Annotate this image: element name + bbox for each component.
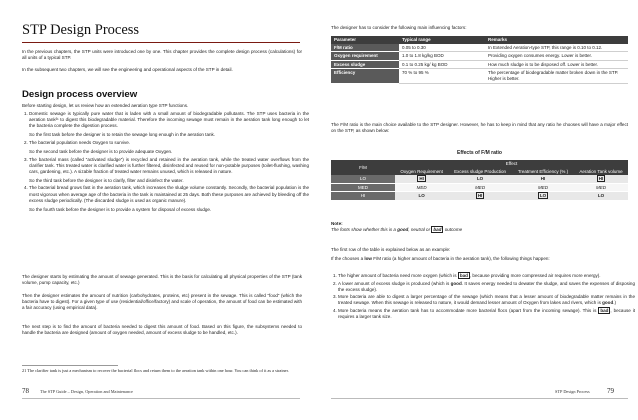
remarks: The percentage of biodegradable matter broken down in the STP. Higher is better. <box>485 69 628 83</box>
typical-range: 0.05 to 0.30 <box>399 44 485 52</box>
outcome-text: A lower amount of excess sludge is produced (which is <box>338 280 451 286</box>
fm-paragraph: The F/M ratio is the main choice available to the STP designer. However, he has to keep in mind that any ratio he chooses will have a major effect on the STP, as shown below: <box>331 122 628 134</box>
step-task: So the third task before the designer is to clarify, filter and disinfect the water. <box>29 177 184 183</box>
note-pre: The fonts show whether this is a <box>331 227 398 233</box>
effect-cell <box>512 175 574 183</box>
table-row <box>331 44 628 52</box>
effect-cell <box>574 183 628 192</box>
effect-value-bad: HI <box>419 176 424 182</box>
effect-cell <box>512 192 574 201</box>
column-header: Typical range <box>399 36 485 44</box>
explain-lead: The first row of the table is explained below as an example: <box>331 247 451 252</box>
effect-value-neutral: MED <box>595 184 606 190</box>
table-row <box>331 52 628 61</box>
outcome-text-end: . It saves energy needed to dewater the sludge, and saves the expenses of disposing the excess sludge). <box>338 280 635 292</box>
effect-cell <box>448 175 512 183</box>
fm-level: MED <box>331 183 395 192</box>
step-item <box>29 157 309 184</box>
body-paragraph-3: The next step is to find the amount of bacteria needed to digest this amount of food. Based on this figure, the subsystems needed to handle the bacteria are designed (amount of oxygen needed, amount of excess sludge to be handled, etc.). <box>22 324 302 336</box>
step-task: So the first task before the designer is to retain the sewage long enough in the aeration tank. <box>29 132 216 138</box>
parameter-name: Efficiency <box>331 69 399 83</box>
explain-intro <box>331 256 628 262</box>
column-header: Parameter <box>331 36 399 44</box>
parameters-table <box>331 36 628 84</box>
footnote-rule <box>22 365 118 366</box>
row-header-label: F/M <box>331 160 395 175</box>
table-header-row <box>331 36 628 44</box>
column-header: Oxygen Requirement <box>395 168 448 176</box>
effect-cell <box>448 183 512 192</box>
explain-intro-low: low <box>364 256 372 261</box>
outcomes-list <box>331 273 635 322</box>
effect-value-good: HI <box>540 176 546 182</box>
outcome-text-end: .) <box>613 300 617 306</box>
effect-value-good: LO <box>597 193 605 199</box>
outcome-verdict-good: good <box>450 280 462 286</box>
column-header: Excess sludge Production <box>448 168 512 176</box>
footer-title-right: STP Design Process <box>555 389 590 394</box>
column-header: Treatment Efficiency (% ) <box>512 168 574 176</box>
body-paragraph-1: The designer starts by estimating the amount of sewage generated. This is the basis for calculating all physical properties of the STP (tank volume, pump capacity, etc.) <box>22 274 302 286</box>
effects-caption: Effects of F/M ratio <box>456 150 502 156</box>
table-row <box>331 60 628 69</box>
table-row <box>331 175 628 183</box>
footer-rule-left <box>22 398 300 399</box>
remarks: How much sludge is to be disposed off. Lower is better. <box>485 60 628 69</box>
effect-value-neutral: MED <box>475 184 486 190</box>
fm-level: LO <box>331 175 395 183</box>
page-number-left: 78 <box>22 387 29 395</box>
intro-paragraph-2: In the subsequent two chapters, we will see the engineering and operational aspects of the STP in detail. <box>22 67 233 72</box>
fm-level: HI <box>331 192 395 201</box>
effect-cell <box>512 183 574 192</box>
table-row <box>331 192 628 201</box>
remarks: In Extended Aeration-type STP, this range is 0.10 to 0.12. <box>485 44 628 52</box>
outcome-verdict-bad: bad <box>600 307 609 313</box>
outcome-text: More bacteria are able to digest a larger percentage of the sewage (which means that a lesser amount of biodegradable matter remains in the treated sewage. When this sewage is released to nature, it would demand lesser amount of Oxygen from lakes and rivers, which is <box>338 294 635 306</box>
lead-paragraph: Before starting design, let us review how an extended aeration type STP functions. <box>22 103 189 108</box>
outcome-item <box>338 308 635 320</box>
outcome-item <box>338 294 635 306</box>
outcome-item <box>338 281 635 293</box>
effect-value-neutral: MED <box>416 184 427 190</box>
footer-title-left: The STP Guide – Design, Operation and Maintenance <box>40 389 133 394</box>
explain-intro-post: F/M ratio (a higher amount of bacteria in the aeration tank), the following things happen: <box>371 256 550 261</box>
title-rule <box>22 42 300 43</box>
step-item <box>29 111 309 138</box>
table-header-row <box>331 160 628 168</box>
outcome-text: The higher amount of bacteria need more oxygen (which is <box>338 273 458 278</box>
note-bad: bad <box>433 227 442 233</box>
note-block <box>331 221 628 233</box>
step-text: 2. The bacterial population needs Oxygen to survive. <box>29 139 131 145</box>
outcome-verdict-good: good <box>602 300 614 306</box>
intro-paragraph-1: In the previous chapters, the STP units were introduced one by one. This chapter provides the complete design process (calculations) for all units of a typical STP. <box>22 49 302 61</box>
body-paragraph-2: Then the designer estimates the amount of nutrition (carbohydrates, proteins, etc) present in the sewage. This is called “food” (which the bacteria have to digest). For a given type of use (residential/office/factory) and scale of operation, the amount of food can be estimated with a fair accuracy (using empirical data). <box>22 293 302 311</box>
table-row <box>331 183 628 192</box>
outcome-verdict-bad: bad <box>459 273 468 278</box>
group-header: Effect <box>395 160 628 168</box>
effect-value-bad: HI <box>598 176 604 182</box>
effect-value-neutral: MED <box>537 184 548 190</box>
steps-list <box>22 111 309 214</box>
typical-range: 0.1 to 0.25 kg/ kg BOD <box>399 60 485 69</box>
outcome-text-end: , because providing more compressed air requires more energy). <box>469 273 601 278</box>
note-heading: Note: <box>331 221 343 226</box>
effect-cell <box>574 192 628 201</box>
parameter-name: Oxygen requirement <box>331 52 399 61</box>
explain-intro-pre: If the chooses a <box>331 256 365 261</box>
effect-cell <box>395 192 448 201</box>
step-task: So the fourth task before the designer is to provide a system for disposal of excess sludge. <box>29 206 212 212</box>
parameter-name: F/M ratio <box>331 44 399 52</box>
parameter-name: Excess sludge <box>331 60 399 69</box>
remarks: Providing oxygen consumes energy. Lower is better. <box>485 52 628 61</box>
typical-range: 70 % to 95 % <box>399 69 485 83</box>
step-text: 1. Domestic sewage is typically pure water that is laden with a small amount of biodegradable pollutants. The STP uses bacteria in the aeration tank²¹ to digest this biodegradable material. Therefore the incoming sewage must remain in the aeration tank long enough to let the bacteria complete the digestion process. <box>29 111 309 129</box>
note-neutral: neutral <box>410 227 425 233</box>
footer-rule-right <box>331 398 628 399</box>
typical-range: 1.0 to 1.8 kg/kg BOD <box>399 52 485 61</box>
footnote: 21 The clarifier tank is just a mechanism to recover the bacterial flocs and return them to the aeration tank within one hour. You can think of it as a strainer. <box>22 368 289 373</box>
effect-cell <box>448 192 512 201</box>
effect-cell <box>574 175 628 183</box>
outcome-text: More bacteria means the aeration tank has to accommodate more bacterial flocs (apart from the incoming sewage). This is <box>338 307 599 313</box>
effect-value-bad: HI <box>477 193 483 199</box>
effect-value-good: LO <box>476 176 484 182</box>
column-header: Aeration Tank volume <box>574 168 628 176</box>
step-text: 3. The bacterial mass (called “activated sludge”) is recycled and retained in the aeration tank, while the treated water overflows from the clarifier tank. This treated water is clarified water is further filtered, disinfected and reused for non-potable purposes (toilet-flushing, washing cars, gardening, etc.). A sizable fraction of treated water remains unused, which is released in nature. <box>29 156 309 174</box>
effect-cell <box>395 183 448 192</box>
section-heading: Design process overview <box>22 89 138 100</box>
step-text: 4. The bacterial bread grows fast in the aeration tank, which increases the sludge volume constantly. Secondly, the bacterial population is the most vigorous when average age of the bacteria in the tank is maintained at 25 days. Both these purposes are achieved by bleeding off the excess sludge periodically. (The discarded sludge is used as organic manure). <box>29 185 309 203</box>
table-row <box>331 69 628 83</box>
note-post: outcome <box>443 227 463 233</box>
effect-value-bad: LO <box>539 193 547 199</box>
chapter-title: STP Design Process <box>22 22 140 38</box>
step-item <box>29 185 309 212</box>
right-page <box>319 0 638 420</box>
page-number-right: 79 <box>607 387 614 395</box>
note-good: good <box>397 227 409 233</box>
note-text: The fonts show whether this is a good, neutral or bad outcome <box>331 227 463 233</box>
column-header: Remarks <box>485 36 628 44</box>
outcome-text-end: , because it requires a larger tank size. <box>338 307 635 320</box>
effect-value-good: LO <box>418 193 425 199</box>
effects-table <box>331 160 628 201</box>
outcome-item <box>338 273 635 279</box>
step-task: So the second task before the designer is to provide adequate Oxygen. <box>29 148 173 154</box>
factors-intro: The designer has to consider the following main influencing factors: <box>331 25 467 30</box>
effect-cell <box>395 175 448 183</box>
step-item <box>29 140 309 155</box>
